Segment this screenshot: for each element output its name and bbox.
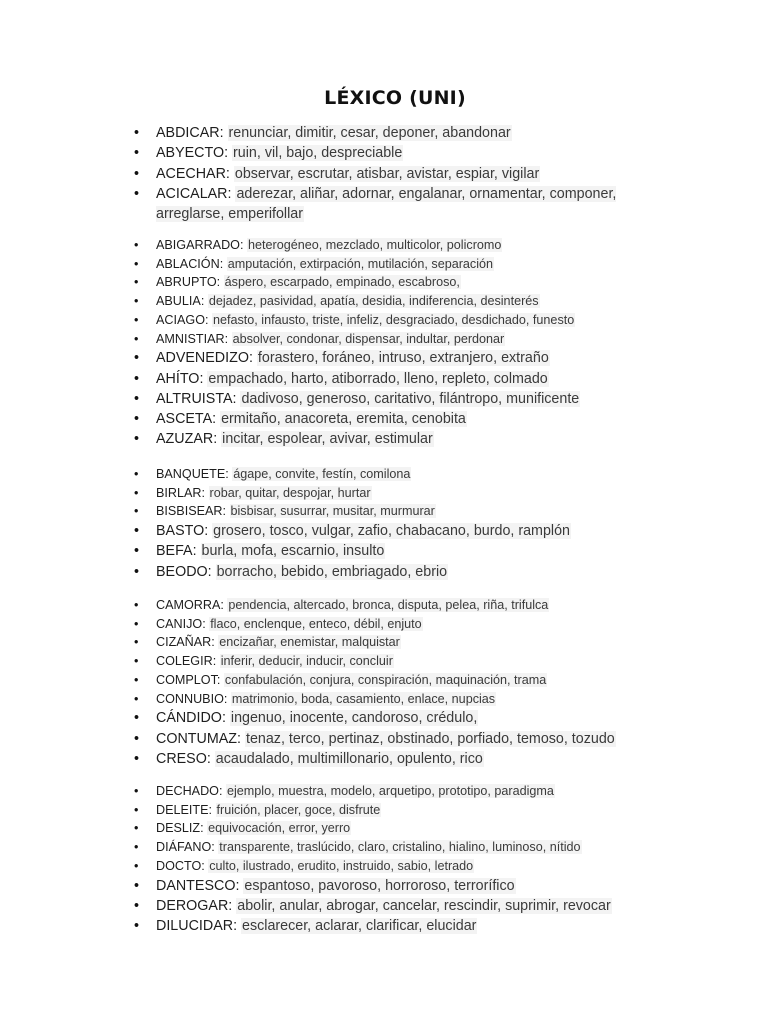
entry-term: DEROGAR [156, 897, 229, 914]
lexicon-entry: • DOCTO: culto, ilustrado, erudito, instruido, sabio, letrado [134, 857, 674, 876]
lexicon-entry: • AHÍTO: empachado, harto, atiborrado, lleno, repleto, colmado [134, 369, 674, 389]
entry-synonyms: confabulación, conjura, conspiración, maquinación, trama [224, 672, 547, 687]
entry-synonyms: culto, ilustrado, erudito, instruido, sabio, letrado [209, 858, 474, 873]
lexicon-entry: • CRESO: acaudalado, multimillonario, opulento, rico [134, 749, 674, 769]
lexicon-entry: • BEFA: burla, mofa, escarnio, insulto [134, 541, 674, 561]
lexicon-entry: • BIRLAR: robar, quitar, despojar, hurtar [134, 484, 674, 503]
lexicon-entry: • DILUCIDAR: esclarecer, aclarar, clarificar, elucidar [134, 916, 674, 936]
entry-synonyms: burla, mofa, escarnio, insulto [201, 543, 385, 560]
lexicon-entry: • DIÁFANO: transparente, traslúcido, claro, cristalino, hialino, luminoso, nítido [134, 838, 674, 857]
entry-synonyms: nefasto, infausto, triste, infeliz, desgraciado, desdichado, funesto [213, 312, 575, 327]
entry-term: CONTUMAZ [156, 730, 238, 747]
entry-term: ABULIA [156, 294, 201, 309]
entry-synonyms: aderezar, aliñar, adornar, engalanar, ornamentar, componer, arreglarse, emperifollar [156, 185, 617, 223]
entry-term: ABRUPTO [156, 275, 217, 290]
lexicon-entry: • AZUZAR: incitar, espolear, avivar, estimular [134, 429, 674, 449]
entry-synonyms: grosero, tosco, vulgar, zafio, chabacano, burdo, ramplón [213, 523, 570, 540]
entry-synonyms: transparente, traslúcido, claro, cristalino, hialino, luminoso, nítido [219, 840, 581, 855]
entry-synonyms: acaudalado, multimillonario, opulento, rico [215, 750, 483, 767]
lexicon-entry: • ABYECTO: ruin, vil, bajo, despreciable [134, 143, 674, 163]
entry-term: AHÍTO [156, 370, 200, 387]
lexicon-entry: • CANIJO: flaco, enclenque, enteco, débil, enjuto [134, 615, 674, 634]
lexicon-entry: • CAMORRA: pendencia, altercado, bronca, disputa, pelea, riña, trifulca [134, 596, 674, 615]
entry-synonyms: encizañar, enemistar, malquistar [219, 635, 400, 650]
lexicon-entry: • DESLIZ: equivocación, error, yerro [134, 819, 674, 838]
lexicon-entry: • ACICALAR: aderezar, aliñar, adornar, engalanar, ornamentar, componer, arreglarse, emperifollar [134, 184, 674, 225]
entry-term: ADVENEDIZO [156, 350, 249, 367]
entry-term: BISBISEAR [156, 504, 223, 519]
lexicon-entry: • DELEITE: fruición, placer, goce, disfrute [134, 801, 674, 820]
entry-term: DESLIZ [156, 821, 201, 836]
entry-synonyms: fruición, placer, goce, disfrute [216, 802, 381, 817]
lexicon-group-3 [134, 465, 674, 582]
entry-term: DILUCIDAR [156, 918, 234, 935]
entry-term: BIRLAR [156, 485, 202, 500]
entry-term: DELEITE [156, 802, 209, 817]
entry-term: ABYECTO [156, 145, 225, 162]
lexicon-entry: • ALTRUISTA: dadivoso, generoso, caritativo, filántropo, munificente [134, 389, 674, 409]
lexicon-group-2 [134, 236, 674, 450]
lexicon-entry: • ABRUPTO: áspero, escarpado, empinado, escabroso, [134, 273, 674, 292]
lexicon-entry: • BASTO: grosero, tosco, vulgar, zafio, chabacano, burdo, ramplón [134, 521, 674, 541]
entry-term: ABDICAR [156, 125, 220, 141]
entry-term: DANTESCO [156, 877, 236, 894]
lexicon-entry: • CONTUMAZ: tenaz, terco, pertinaz, obstinado, porfiado, temoso, tozudo [134, 729, 674, 749]
entry-synonyms: equivocación, error, yerro [208, 821, 351, 836]
lexicon-entry: • ABULIA: dejadez, pasividad, apatía, desidia, indiferencia, desinterés [134, 292, 674, 311]
lexicon-entry: • CONNUBIO: matrimonio, boda, casamiento, enlace, nupcias [134, 690, 674, 709]
lexicon-entry: • BISBISEAR: bisbisar, susurrar, musitar, murmurar [134, 502, 674, 521]
entry-synonyms: absolver, condonar, dispensar, indultar, perdonar [232, 331, 505, 346]
entry-synonyms: inferir, deducir, inducir, concluir [220, 654, 393, 669]
lexicon-entry: • AMNISTIAR: absolver, condonar, dispensar, indultar, perdonar [134, 330, 674, 349]
entry-synonyms: abolir, anular, abrogar, cancelar, rescindir, suprimir, revocar [237, 897, 611, 914]
lexicon-entry: • BANQUETE: ágape, convite, festín, comilona [134, 465, 674, 484]
entry-synonyms: áspero, escarpado, empinado, escabroso, [224, 275, 460, 290]
lexicon-entry: • ACIAGO: nefasto, infausto, triste, infeliz, desgraciado, desdichado, funesto [134, 311, 674, 330]
entry-synonyms: observar, escrutar, atisbar, avistar, espiar, vigilar [234, 165, 540, 182]
entry-synonyms: tenaz, terco, pertinaz, obstinado, porfiado, temoso, tozudo [245, 730, 615, 747]
entry-term: BEODO [156, 563, 208, 580]
entry-term: BEFA [156, 543, 193, 560]
lexicon-entry: • BEODO: borracho, bebido, embriagado, ebrio [134, 562, 674, 582]
entry-term: CONNUBIO [156, 691, 224, 706]
entry-term: CAMORRA [156, 598, 221, 612]
entry-term: BANQUETE [156, 467, 226, 481]
entry-term: DIÁFANO [156, 840, 212, 855]
entry-synonyms: dadivoso, generoso, caritativo, filántropo, munificente [241, 390, 580, 407]
entry-synonyms: flaco, enclenque, enteco, débil, enjuto [210, 616, 422, 631]
lexicon-entry: • COMPLOT: confabulación, conjura, conspiración, maquinación, trama [134, 671, 674, 690]
entry-term: DOCTO [156, 858, 202, 873]
lexicon-entry: • ABIGARRADO: heterogéneo, mezclado, multicolor, policromo [134, 236, 674, 255]
entry-synonyms: dejadez, pasividad, apatía, desidia, indiferencia, desinterés [208, 294, 539, 309]
entry-synonyms: heterogéneo, mezclado, multicolor, policromo [247, 238, 502, 252]
lexicon-entry: • ADVENEDIZO: forastero, foráneo, intruso, extranjero, extraño [134, 348, 674, 368]
entry-term: CANIJO [156, 616, 203, 631]
lexicon-entry: • COLEGIR: inferir, deducir, inducir, concluir [134, 652, 674, 671]
entry-term: ALTRUISTA [156, 390, 233, 407]
entry-term: CRESO [156, 750, 207, 767]
entry-term: COLEGIR [156, 654, 213, 669]
entry-synonyms: ejemplo, muestra, modelo, arquetipo, prototipo, paradigma [226, 784, 554, 798]
lexicon-entry: • DEROGAR: abolir, anular, abrogar, cancelar, rescindir, suprimir, revocar [134, 896, 674, 916]
lexicon-entry: • DECHADO: ejemplo, muestra, modelo, arquetipo, prototipo, paradigma [134, 782, 674, 801]
entry-synonyms: matrimonio, boda, casamiento, enlace, nupcias [231, 691, 496, 706]
lexicon-entry: • CIZAÑAR: encizañar, enemistar, malquistar [134, 633, 674, 652]
entry-term: ASCETA [156, 411, 213, 428]
entry-synonyms: esclarecer, aclarar, clarificar, elucidar [242, 918, 477, 935]
entry-term: CÁNDIDO [156, 710, 222, 727]
entry-term: ACIAGO [156, 312, 205, 327]
entry-synonyms: ágape, convite, festín, comilona [233, 467, 411, 481]
entry-synonyms: forastero, foráneo, intruso, extranjero, extraño [257, 350, 549, 367]
entry-synonyms: ermitaño, anacoreta, eremita, cenobita [221, 411, 466, 428]
entry-synonyms: amputación, extirpación, mutilación, separación [227, 256, 494, 271]
entry-term: AMNISTIAR [156, 331, 225, 346]
entry-term: COMPLOT [156, 672, 217, 687]
lexicon-entry: • DANTESCO: espantoso, pavoroso, horroroso, terrorífico [134, 876, 674, 896]
entry-synonyms: borracho, bebido, embriagado, ebrio [216, 563, 448, 580]
lexicon-group-4 [134, 596, 674, 769]
entry-synonyms: bisbisar, susurrar, musitar, murmurar [230, 504, 435, 519]
entry-term: ACICALAR [156, 185, 228, 202]
entry-synonyms: incitar, espolear, avivar, estimular [222, 431, 433, 448]
entry-synonyms: empachado, harto, atiborrado, lleno, repleto, colmado [208, 370, 548, 387]
lexicon-entry: • CÁNDIDO: ingenuo, inocente, candoroso, crédulo, [134, 708, 674, 728]
entry-synonyms: ruin, vil, bajo, despreciable [233, 145, 403, 162]
entry-term: BASTO [156, 523, 205, 540]
lexicon-entry: • ACECHAR: observar, escrutar, atisbar, avistar, espiar, vigilar [134, 164, 674, 184]
entry-synonyms: ingenuo, inocente, candoroso, crédulo, [230, 710, 478, 727]
entry-term: DECHADO [156, 784, 219, 798]
entry-term: CIZAÑAR [156, 635, 212, 650]
lexicon-entry: • ABLACIÓN: amputación, extirpación, mutilación, separación [134, 255, 674, 274]
entry-synonyms: robar, quitar, despojar, hurtar [209, 485, 371, 500]
entry-synonyms: espantoso, pavoroso, horroroso, terrorífico [244, 877, 515, 894]
lexicon-entry: • ASCETA: ermitaño, anacoreta, eremita, cenobita [134, 409, 674, 429]
lexicon-entry: • ABDICAR: renunciar, dimitir, cesar, deponer, abandonar [134, 123, 674, 143]
entry-term: ABLACIÓN [156, 256, 220, 271]
entry-synonyms: pendencia, altercado, bronca, disputa, pelea, riña, trifulca [228, 598, 549, 612]
entry-term: ABIGARRADO [156, 238, 240, 252]
entry-term: ACECHAR [156, 165, 226, 182]
page-title: LÉXICO (UNI) [324, 87, 466, 109]
entry-synonyms: renunciar, dimitir, cesar, deponer, abandonar [228, 125, 511, 141]
lexicon-group-5 [134, 782, 674, 936]
entry-term: AZUZAR [156, 431, 214, 448]
lexicon-group-1 [134, 123, 674, 224]
